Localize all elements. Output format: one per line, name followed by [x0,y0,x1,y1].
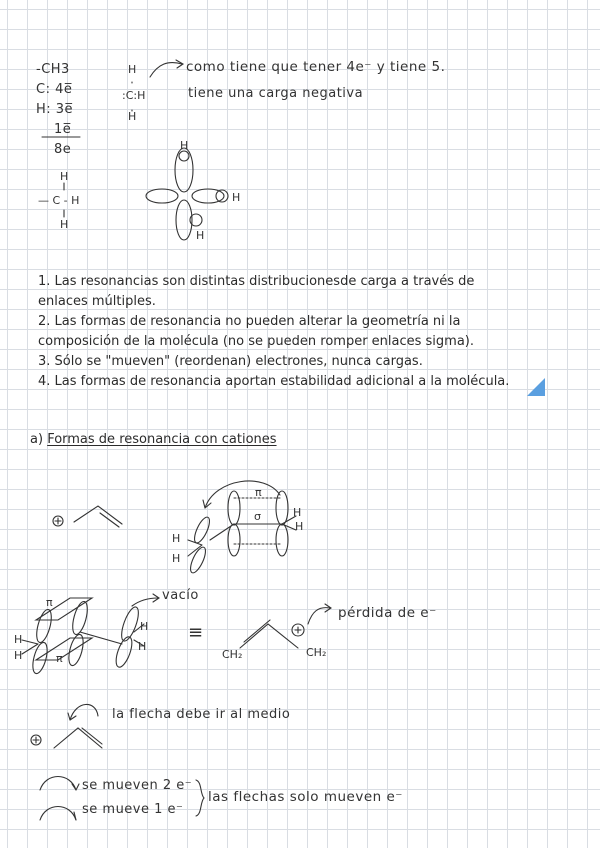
double-arrow-icon [40,777,76,791]
equivalence-sign: ≡ [188,622,204,643]
section-a-heading [30,432,277,447]
lewis-h-bottom: H [128,110,137,123]
arrow-double-label: se mueven 2 e⁻ [82,778,193,793]
allyl-small [74,506,122,524]
count-extra: 1e̅ [54,122,72,137]
brace [196,780,204,816]
h-top-left-2: H [172,552,181,565]
count-total: 8e [54,142,72,157]
vacio-label: vacío [162,588,199,603]
rule-3: 3. Sólo se "mueven" (reordenan) electrones, nunca cargas. [38,354,423,369]
methyl-c-row: — C - H [38,194,80,207]
tetrahedral-orbitals [146,148,228,240]
arrow-summary: las flechas solo mueven e⁻ [208,789,403,805]
rule-4: 4. Las formas de resonancia aportan estabilidad adicional a la molécula. [38,374,510,389]
section-a-prefix: a) [30,432,44,447]
ch2-left: CH₂ [222,648,243,661]
section-a-title: Formas de resonancia con cationes [47,432,277,447]
pi-label-bottom-1: π [46,596,53,609]
rule-1b: enlaces múltiples. [38,294,156,309]
rule-2b: composición de la molécula (no se pueden romper enlaces sigma). [38,334,475,349]
h-top-right-2: H [295,520,304,533]
pi-arrow [205,481,280,508]
count-ch3: -CH3 [36,62,70,77]
rule-2a: 2. Las formas de resonancia no pueden alterar la geometría ni la [38,314,461,329]
pi-label-top: π [255,486,262,499]
h-bottom-right-1: H [140,620,149,633]
allyl-skeleton [240,624,298,648]
note-arrow [150,63,182,77]
methane-note-line2: tiene una carga negativa [188,86,364,101]
pi-label-bottom-2: π [56,652,63,665]
h-bottom-right-2: H [138,640,147,653]
methyl-h-bottom: H [60,218,69,231]
methyl-h-top: H [60,170,69,183]
lewis-h-top: H [128,63,137,76]
single-arrow-icon [40,807,76,821]
allyl-orbitals-bottom [22,594,159,675]
perdida-label: pérdida de e⁻ [338,605,437,621]
rule-1a: 1. Las resonancias son distintas distribucionesde carga a través de [38,274,475,289]
h-top-right-1: H [293,506,302,519]
h-bottom-left-1: H [14,633,23,646]
count-c: C: 4e̅ [36,82,73,97]
sigma-label: σ [254,510,261,523]
ch2-right: CH₂ [306,646,327,659]
arrow-single-label: se mueve 1 e⁻ [82,802,184,817]
corner-triangle-icon [527,378,545,396]
orbital-h-top: H [180,139,189,152]
h-top-left-1: H [172,532,181,545]
orbital-h-right: H [232,191,241,204]
lewis-c-row: :C:H [122,89,146,102]
arrow-note: la flecha debe ir al medio [112,707,291,722]
orbital-h-bottom: H [196,229,205,242]
count-h: H: 3e̅ [36,102,74,117]
methane-note-line1: como tiene que tener 4e⁻ y tiene 5. [186,59,446,75]
h-bottom-left-2: H [14,649,23,662]
